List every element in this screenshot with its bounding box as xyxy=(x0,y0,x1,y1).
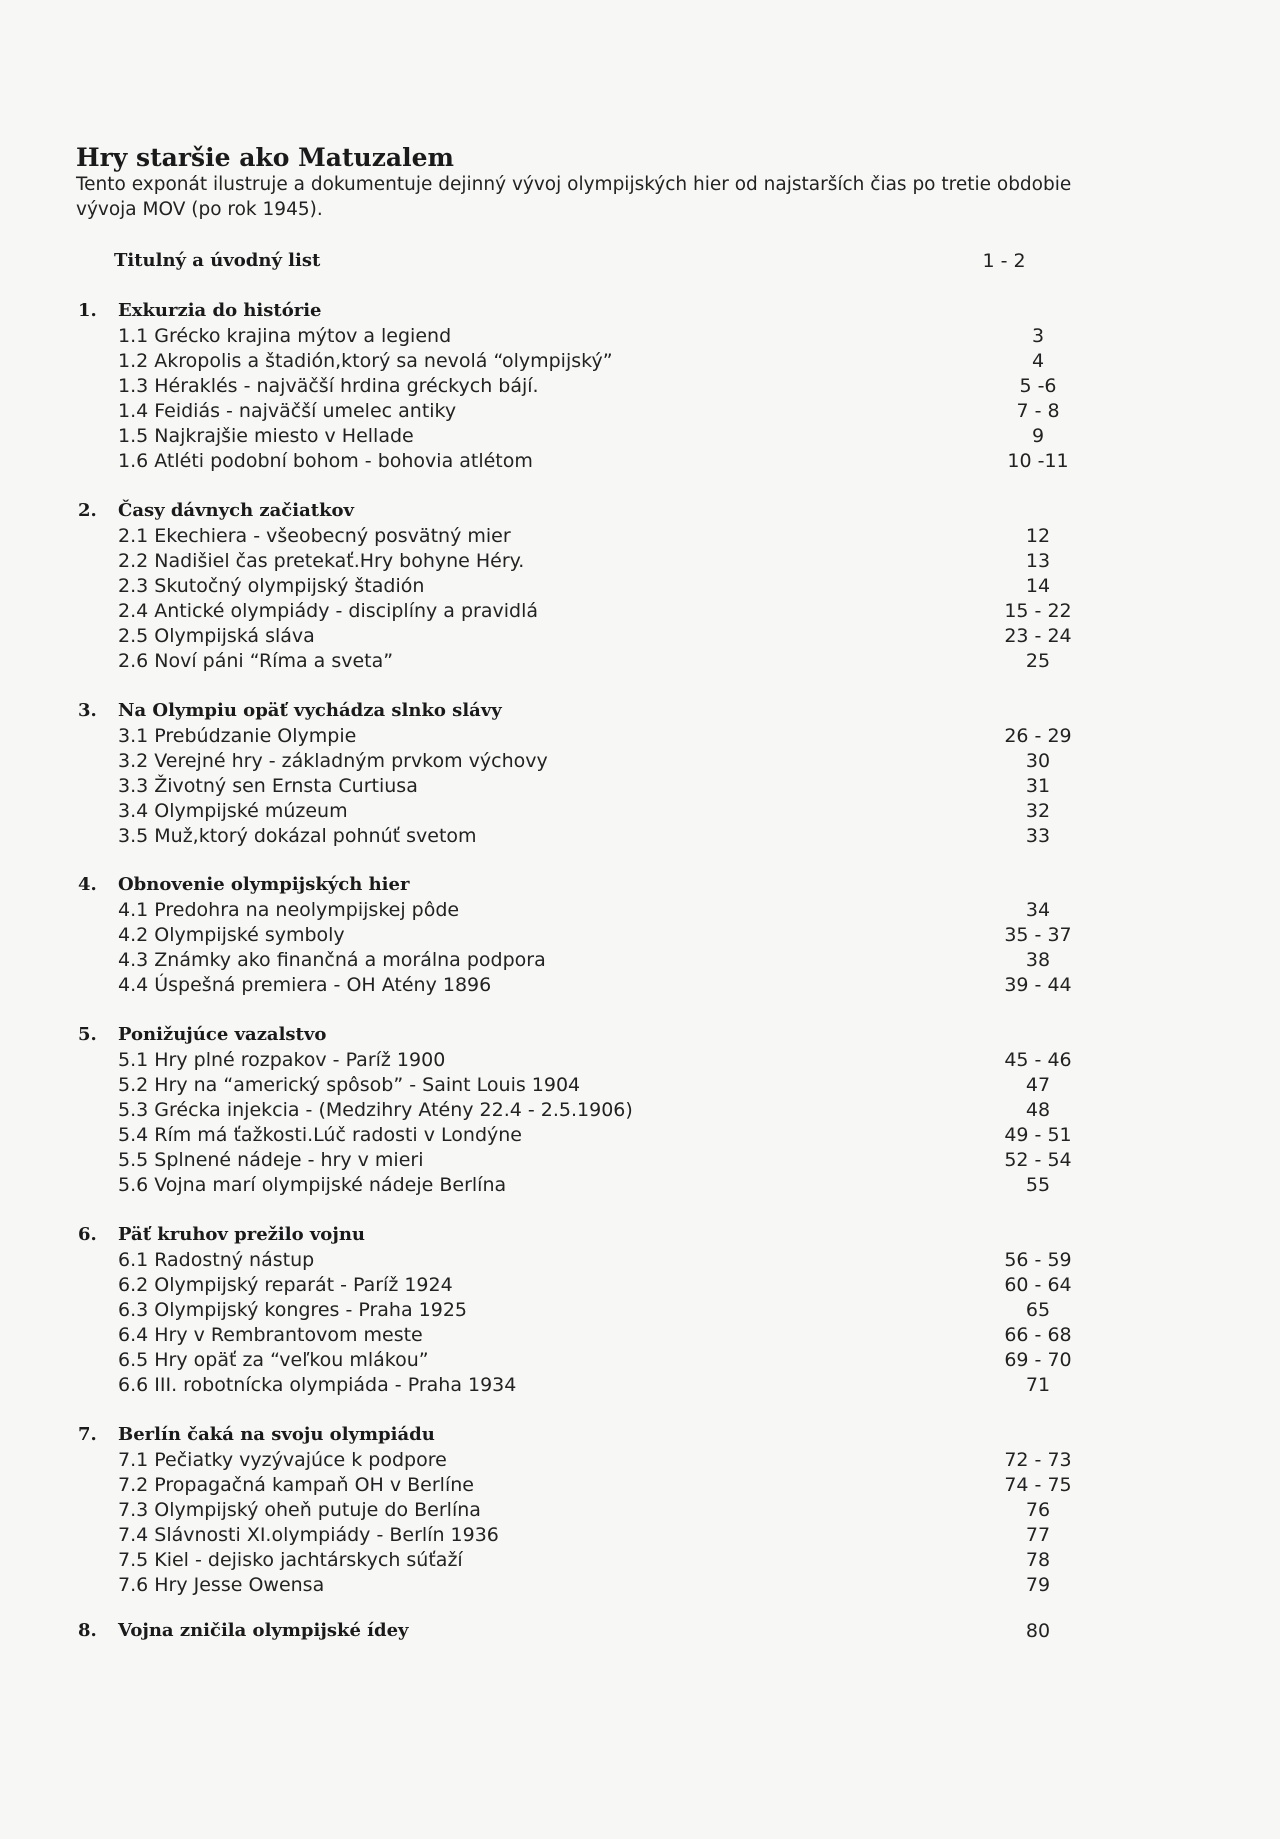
toc-item-label: 7.3 Olympijský oheň putuje do Berlína xyxy=(118,1499,481,1521)
toc-item-pages: 12 xyxy=(1025,525,1051,547)
section-number: 5. xyxy=(78,1024,97,1045)
toc-item-pages: 25 xyxy=(1025,650,1051,672)
toc-item-label: 6.6 III. robotnícka olympiáda - Praha 1934 xyxy=(118,1374,517,1396)
toc-item-pages: 60 - 64 xyxy=(1004,1274,1072,1296)
section-heading xyxy=(78,700,1108,725)
toc-item-pages: 32 xyxy=(1025,800,1051,822)
toc-item-pages: 55 xyxy=(1025,1174,1051,1196)
section-heading xyxy=(78,500,1108,525)
toc-item-pages: 45 - 46 xyxy=(1004,1049,1072,1071)
toc-item-label: 2.6 Noví páni “Ríma a sveta” xyxy=(118,650,394,672)
toc-item xyxy=(78,350,1108,375)
toc-item-label: 2.1 Ekechiera - všeobecný posvätný mier xyxy=(118,525,511,547)
section-title: Vojna zničila olympijské ídey xyxy=(118,1620,409,1641)
toc-section xyxy=(78,1224,1108,1399)
section-heading xyxy=(78,1224,1108,1249)
toc-item xyxy=(78,525,1108,550)
toc-item xyxy=(78,375,1108,400)
section-number: 8. xyxy=(78,1620,97,1641)
toc-item-pages: 65 xyxy=(1025,1299,1051,1321)
toc-item xyxy=(78,974,1108,999)
toc-item-label: 4.4 Úspešná premiera - OH Atény 1896 xyxy=(118,974,492,996)
section-number: 4. xyxy=(78,874,97,895)
section-title: Exkurzia do histórie xyxy=(118,300,322,321)
toc-item xyxy=(78,1149,1108,1174)
toc-item xyxy=(78,1524,1108,1549)
section-heading xyxy=(78,874,1108,899)
section-title: Päť kruhov prežilo vojnu xyxy=(118,1224,365,1245)
toc-item-label: 1.1 Grécko krajina mýtov a legiend xyxy=(118,325,452,347)
toc-item-label: 5.6 Vojna marí olympijské nádeje Berlína xyxy=(118,1174,507,1196)
toc-item-label: 5.5 Splnené nádeje - hry v mieri xyxy=(118,1149,424,1171)
toc-item xyxy=(78,1374,1108,1399)
toc-section xyxy=(78,874,1108,999)
toc-item-label: 4.2 Olympijské symboly xyxy=(118,924,345,946)
toc-item-label: 3.2 Verejné hry - základným prvkom výchovy xyxy=(118,750,548,772)
toc-item-pages: 38 xyxy=(1025,949,1051,971)
toc-item-pages: 74 - 75 xyxy=(1004,1474,1072,1496)
toc-item xyxy=(78,1474,1108,1499)
toc-item xyxy=(78,1549,1108,1574)
toc-item-label: 7.4 Slávnosti XI.olympiády - Berlín 1936 xyxy=(118,1524,499,1546)
toc-item-pages: 26 - 29 xyxy=(1004,725,1072,747)
toc-item-label: 1.6 Atléti podobní bohom - bohovia atlétom xyxy=(118,450,533,472)
toc-item-label: 6.5 Hry opäť za “veľkou mlákou” xyxy=(118,1349,429,1371)
toc-item-pages: 9 xyxy=(1031,425,1045,447)
toc-item-pages: 48 xyxy=(1025,1099,1051,1121)
section-number: 3. xyxy=(78,700,97,721)
toc-item xyxy=(78,1099,1108,1124)
toc-item-pages: 47 xyxy=(1025,1074,1051,1096)
toc-item xyxy=(78,1249,1108,1274)
toc-item-pages: 49 - 51 xyxy=(1004,1124,1072,1146)
toc-item-label: 7.1 Pečiatky vyzývajúce k podpore xyxy=(118,1449,447,1471)
toc-item xyxy=(78,1124,1108,1149)
toc-item xyxy=(78,1499,1108,1524)
toc-item xyxy=(78,325,1108,350)
toc-item-pages: 72 - 73 xyxy=(1004,1449,1072,1471)
toc-item-label: 1.2 Akropolis a štadión,ktorý sa nevolá “olympijský” xyxy=(118,350,613,372)
toc-item xyxy=(78,1349,1108,1374)
toc-section xyxy=(78,700,1108,850)
toc-item xyxy=(78,1574,1108,1599)
section-title: Na Olympiu opäť vychádza slnko slávy xyxy=(118,700,502,721)
toc-item-pages: 5 -6 xyxy=(1019,375,1057,397)
toc-item-label: 3.5 Muž,ktorý dokázal pohnúť svetom xyxy=(118,825,477,847)
section-title: Časy dávnych začiatkov xyxy=(118,500,355,521)
toc-item-pages: 13 xyxy=(1025,550,1051,572)
toc-item-label: 5.1 Hry plné rozpakov - Paríž 1900 xyxy=(118,1049,446,1071)
toc-item xyxy=(78,1049,1108,1074)
toc-item-label: 1.5 Najkrajšie miesto v Hellade xyxy=(118,425,414,447)
section-number: 7. xyxy=(78,1424,97,1445)
toc-item xyxy=(78,1074,1108,1099)
section-pages: 80 xyxy=(1025,1620,1051,1642)
toc-item xyxy=(78,800,1108,825)
toc-item xyxy=(78,400,1108,425)
toc-item-pages: 31 xyxy=(1025,775,1051,797)
section-heading xyxy=(78,1424,1108,1449)
toc-item xyxy=(78,924,1108,949)
toc-item-pages: 34 xyxy=(1025,899,1051,921)
section-heading xyxy=(78,300,1108,325)
toc-section xyxy=(78,500,1108,675)
toc-item-pages: 30 xyxy=(1025,750,1051,772)
toc-item xyxy=(78,1174,1108,1199)
toc-item xyxy=(78,1274,1108,1299)
toc-item-pages: 23 - 24 xyxy=(1004,625,1072,647)
toc-item-pages: 15 - 22 xyxy=(1004,600,1072,622)
section-title: Obnovenie olympijských hier xyxy=(118,874,410,895)
section-title: Berlín čaká na svoju olympiádu xyxy=(118,1424,435,1445)
toc-item-label: 7.5 Kiel - dejisko jachtárskych súťaží xyxy=(118,1549,463,1571)
toc-item-label: 2.5 Olympijská sláva xyxy=(118,625,315,647)
toc-item-label: 5.2 Hry na “americký spôsob” - Saint Louis 1904 xyxy=(118,1074,581,1096)
toc-item-label: 4.3 Známky ako finančná a morálna podpora xyxy=(118,949,546,971)
toc-item-label: 5.4 Rím má ťažkosti.Lúč radosti v Londýne xyxy=(118,1124,522,1146)
section-number: 2. xyxy=(78,500,97,521)
toc-item-label: 7.6 Hry Jesse Owensa xyxy=(118,1574,325,1596)
section-heading xyxy=(78,1024,1108,1049)
toc-item-label: 2.2 Nadišiel čas pretekať.Hry bohyne Héry. xyxy=(118,550,525,572)
toc-item xyxy=(78,825,1108,850)
toc-item-pages: 33 xyxy=(1025,825,1051,847)
toc-item-label: 6.3 Olympijský kongres - Praha 1925 xyxy=(118,1299,467,1321)
toc-item-label: 6.2 Olympijský reparát - Paríž 1924 xyxy=(118,1274,453,1296)
toc-item-label: 2.4 Antické olympiády - disciplíny a pravidlá xyxy=(118,600,539,622)
toc-item xyxy=(78,650,1108,675)
toc-item xyxy=(78,550,1108,575)
toc-item-label: 3.1 Prebúdzanie Olympie xyxy=(118,725,357,747)
toc-item-pages: 79 xyxy=(1025,1574,1051,1596)
section-title: Ponižujúce vazalstvo xyxy=(118,1024,327,1045)
toc-item-label: 7.2 Propagačná kampaň OH v Berlíne xyxy=(118,1474,474,1496)
toc-item xyxy=(78,1324,1108,1349)
section-number: 1. xyxy=(78,300,97,321)
toc-item-label: 3.3 Životný sen Ernsta Curtiusa xyxy=(118,775,418,797)
toc-section xyxy=(78,1620,1108,1645)
toc-item-pages: 78 xyxy=(1025,1549,1051,1571)
toc-item-pages: 35 - 37 xyxy=(1004,924,1072,946)
toc-item xyxy=(78,625,1108,650)
toc-item-label: 1.4 Feidiás - najväčší umelec antiky xyxy=(118,400,457,422)
toc-item-pages: 56 - 59 xyxy=(1004,1249,1072,1271)
page-title: Hry staršie ako Matuzalem xyxy=(76,143,454,172)
toc-item xyxy=(78,1299,1108,1324)
title-page-entry xyxy=(114,250,1074,276)
toc-item-label: 4.1 Predohra na neolympijskej pôde xyxy=(118,899,460,921)
toc-item xyxy=(78,575,1108,600)
section-heading xyxy=(78,1620,1108,1645)
toc-item-pages: 69 - 70 xyxy=(1004,1349,1072,1371)
toc-item-label: 1.3 Héraklés - najväčší hrdina gréckych bájí. xyxy=(118,375,539,397)
toc-item xyxy=(78,750,1108,775)
toc-item xyxy=(78,1449,1108,1474)
toc-section xyxy=(78,1424,1108,1599)
toc-item xyxy=(78,775,1108,800)
toc-item-label: 6.1 Radostný nástup xyxy=(118,1249,315,1271)
toc-item-label: 2.3 Skutočný olympijský štadión xyxy=(118,575,425,597)
toc-item-pages: 10 -11 xyxy=(1007,450,1069,472)
intro-paragraph: Tento exponát ilustruje a dokumentuje dejinný vývoj olympijských hier od najstarších čias po tretie obdobie vývoja MOV (po rok 1945). xyxy=(76,174,1072,220)
toc-item-pages: 52 - 54 xyxy=(1004,1149,1072,1171)
toc-item-pages: 77 xyxy=(1025,1524,1051,1546)
toc-item-pages: 66 - 68 xyxy=(1004,1324,1072,1346)
section-number: 6. xyxy=(78,1224,97,1245)
toc-item-pages: 3 xyxy=(1031,325,1045,347)
toc-item-pages: 39 - 44 xyxy=(1004,974,1072,996)
toc-item xyxy=(78,600,1108,625)
toc-item-pages: 14 xyxy=(1025,575,1051,597)
toc-item xyxy=(78,899,1108,924)
toc-item-label: 6.4 Hry v Rembrantovom meste xyxy=(118,1324,423,1346)
toc-item xyxy=(78,450,1108,475)
toc-item xyxy=(78,725,1108,750)
toc-section xyxy=(78,300,1108,475)
title-page-pages: 1 - 2 xyxy=(982,250,1026,272)
toc-item-pages: 7 - 8 xyxy=(1016,400,1060,422)
toc-item-label: 5.3 Grécka injekcia - (Medzihry Atény 22.4 - 2.5.1906) xyxy=(118,1099,633,1121)
title-page-label: Titulný a úvodný list xyxy=(114,250,321,271)
toc-item-pages: 76 xyxy=(1025,1499,1051,1521)
toc-item-pages: 4 xyxy=(1031,350,1045,372)
toc-section xyxy=(78,1024,1108,1199)
toc-item xyxy=(78,949,1108,974)
toc-item-pages: 71 xyxy=(1025,1374,1051,1396)
toc-item xyxy=(78,425,1108,450)
toc-item-label: 3.4 Olympijské múzeum xyxy=(118,800,348,822)
